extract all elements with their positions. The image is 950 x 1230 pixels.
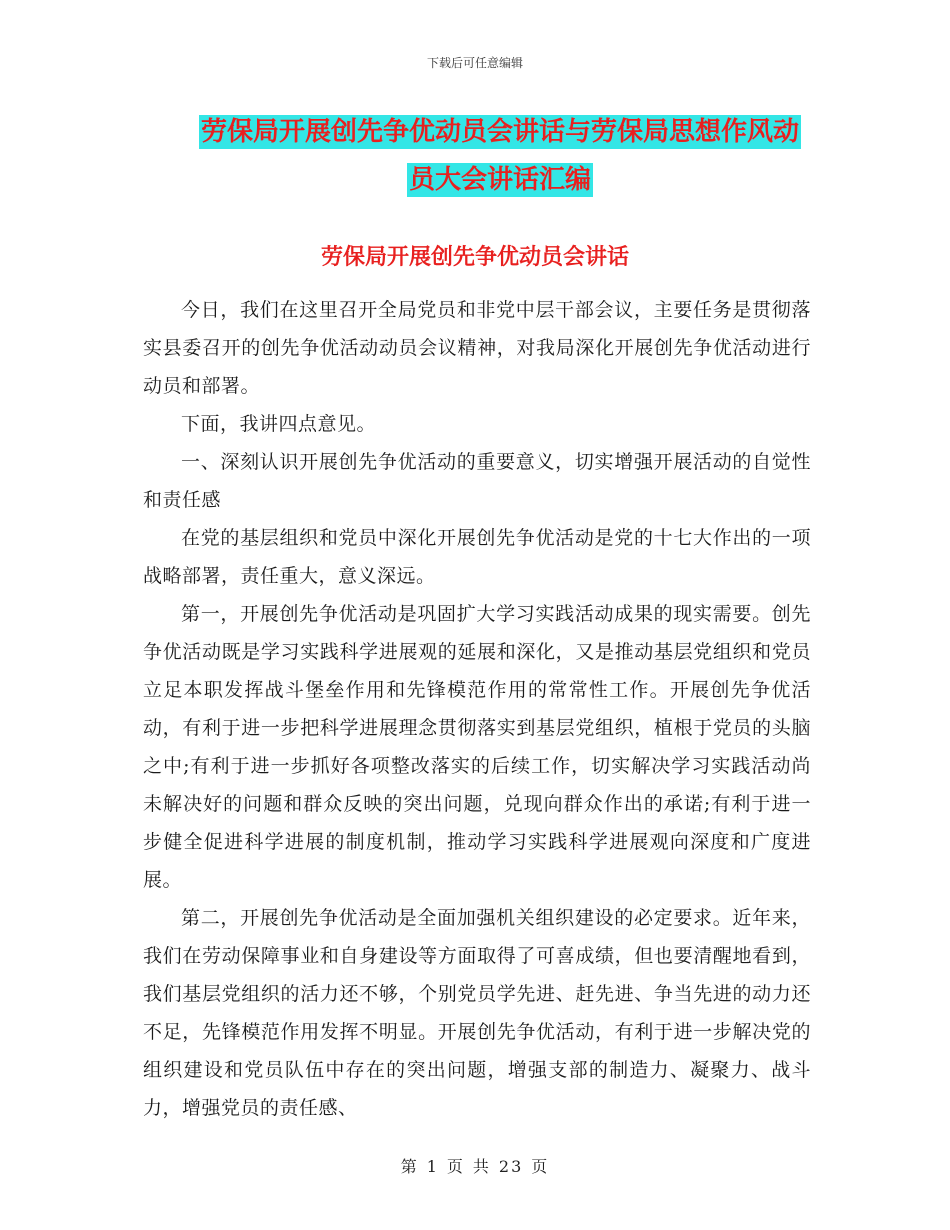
document-title-line2: 员大会讲话汇编 [408, 165, 591, 195]
paragraph: 第一，开展创先争优活动是巩固扩大学习实践活动成果的现实需要。创先争优活动既是学习实践科学进展观的延展和深化，又是推动基层党组织和党员立足本职发挥战斗堡垒作用和先锋模范作用的常常性工作。开展创先争优活动，有利于进一步把科学进展理念贯彻落实到基层党组织，植根于党员的头脑之中;有利于进一步抓好各项整改落实的后续工作，切实解决学习实践活动尚未解决好的问题和群众反映的突出问题，兑现向群众作出的承诺;有利于进一步健全促进科学进展的制度机制，推动学习实践科学进展观向深度和广度进展。 [143, 603, 811, 891]
page-number: 1 [426, 1157, 439, 1176]
paragraph: 在党的基层组织和党员中深化开展创先争优活动是党的十七大作出的一项战略部署，责任重大，意义深远。 [143, 527, 811, 587]
footer-prefix: 第 [400, 1157, 419, 1176]
document-body [143, 291, 811, 1127]
page-footer [0, 1154, 950, 1177]
footer-mid2: 共 [472, 1157, 491, 1176]
document-title-line1: 劳保局开展创先争优动员会讲话与劳保局思想作风动 [200, 117, 799, 147]
paragraph: 今日，我们在这里召开全局党员和非党中层干部会议，主要任务是贯彻落实县委召开的创先争优活动动员会议精神，对我局深化开展创先争优活动进行动员和部署。 [143, 299, 811, 397]
header-note: 下载后可任意编辑 [426, 56, 523, 70]
document-title [150, 108, 850, 204]
section-title: 劳保局开展创先争优动员会讲话 [320, 245, 629, 270]
paragraph: 下面，我讲四点意见。 [181, 413, 377, 435]
paragraph: 一、深刻认识开展创先争优活动的重要意义，切实增强开展活动的自觉性和责任感 [143, 451, 811, 511]
footer-suffix: 页 [531, 1157, 550, 1176]
footer-mid1: 页 [446, 1157, 465, 1176]
paragraph: 第二，开展创先争优活动是全面加强机关组织建设的必定要求。近年来，我们在劳动保障事业和自身建设等方面取得了可喜成绩，但也要清醒地看到，我们基层党组织的活力还不够，个别党员学先进、赶先进、争当先进的动力还不足，先锋模范作用发挥不明显。开展创先争优活动，有利于进一步解决党的组织建设和党员队伍中存在的突出问题，增强支部的制造力、凝聚力、战斗力，增强党员的责任感、 [143, 907, 811, 1119]
total-pages: 23 [498, 1157, 524, 1176]
